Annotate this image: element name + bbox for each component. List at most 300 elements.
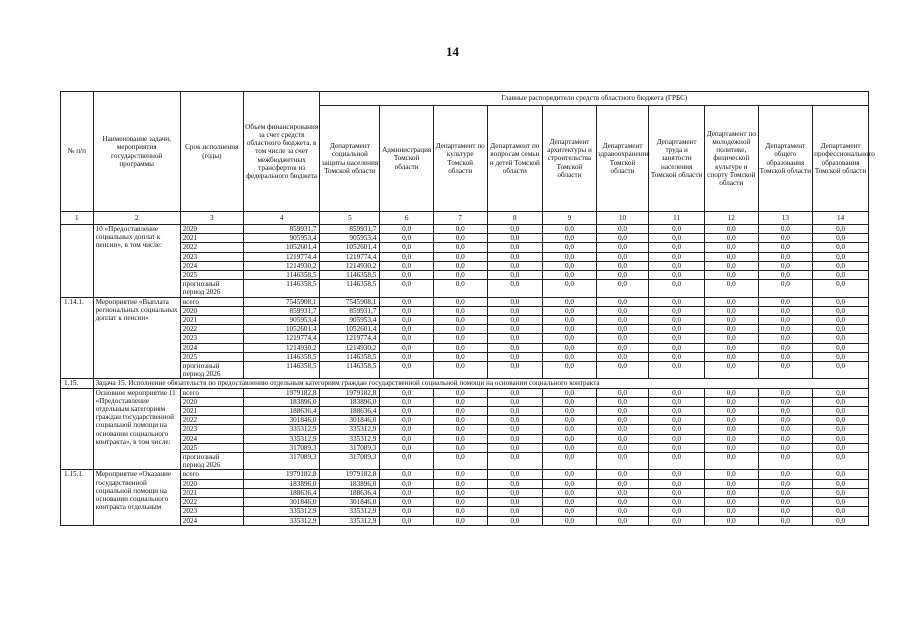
row-name: Основное мероприятие 11 «Предоставление отдельным категориям граждан государственной социальной помощи на основании социального контракта», в том числе: (93, 388, 180, 470)
header-grbs-8: Департамент по молодежной политике, физической культуре и спорту Томской области (704, 106, 758, 212)
row-zero-value: 0,0 (543, 271, 597, 280)
row-zero-value: 0,0 (704, 397, 758, 406)
row-zero-value: 0,0 (649, 470, 705, 479)
header-period: Срок исполнения (годы) (180, 92, 243, 212)
row-zero-value: 0,0 (433, 225, 487, 234)
row-volume: 1219774,4 (243, 252, 320, 261)
table-row (61, 388, 869, 397)
row-period: прогнозный период 2026 (180, 280, 243, 297)
row-zero-value: 0,0 (813, 470, 869, 479)
table-row (61, 243, 869, 252)
row-volume: 335312,9 (243, 507, 320, 516)
row-zero-value: 0,0 (487, 434, 543, 443)
header-grbs-4: Департамент по вопросам семьи и детей Томской области (487, 106, 543, 212)
row-period: 2023 (180, 507, 243, 516)
row-period: 2024 (180, 261, 243, 270)
row-number: 1.15.1. (61, 470, 94, 525)
row-zero-value: 0,0 (433, 498, 487, 507)
row-zero-value: 0,0 (543, 225, 597, 234)
row-zero-value: 0,0 (596, 453, 649, 470)
row-period: 2025 (180, 443, 243, 452)
row-zero-value: 0,0 (543, 243, 597, 252)
row-period: 2020 (180, 306, 243, 315)
row-volume: 188636,4 (243, 488, 320, 497)
row-zero-value: 0,0 (543, 453, 597, 470)
row-zero-value: 0,0 (758, 261, 813, 270)
row-volume: 1052601,4 (243, 325, 320, 334)
row-grbs-social: 317089,3 (320, 453, 380, 470)
row-zero-value: 0,0 (596, 479, 649, 488)
row-zero-value: 0,0 (380, 343, 434, 352)
row-zero-value: 0,0 (380, 306, 434, 315)
table-row (61, 498, 869, 507)
row-zero-value: 0,0 (487, 243, 543, 252)
row-zero-value: 0,0 (487, 453, 543, 470)
row-volume: 7545908,1 (243, 297, 320, 306)
row-zero-value: 0,0 (758, 271, 813, 280)
row-volume: 1146358,5 (243, 271, 320, 280)
row-volume: 1146358,5 (243, 352, 320, 361)
row-period: 2021 (180, 407, 243, 416)
row-grbs-social: 335312,9 (320, 507, 380, 516)
row-zero-value: 0,0 (596, 252, 649, 261)
row-zero-value: 0,0 (813, 252, 869, 261)
row-zero-value: 0,0 (758, 225, 813, 234)
row-zero-value: 0,0 (704, 334, 758, 343)
row-volume: 301846,0 (243, 416, 320, 425)
row-zero-value: 0,0 (543, 488, 597, 497)
row-zero-value: 0,0 (704, 362, 758, 379)
financing-table (60, 91, 875, 526)
column-number: 4 (243, 212, 320, 225)
row-grbs-social: 1052601,4 (320, 243, 380, 252)
column-number-row (61, 212, 869, 225)
row-volume: 301846,0 (243, 498, 320, 507)
column-number: 10 (596, 212, 649, 225)
row-grbs-social: 1219774,4 (320, 252, 380, 261)
row-grbs-social: 859931,7 (320, 306, 380, 315)
row-zero-value: 0,0 (543, 407, 597, 416)
row-period: 2021 (180, 488, 243, 497)
row-zero-value: 0,0 (813, 243, 869, 252)
table-row (61, 297, 869, 306)
row-zero-value: 0,0 (813, 498, 869, 507)
row-zero-value: 0,0 (596, 325, 649, 334)
table-row (61, 316, 869, 325)
row-zero-value: 0,0 (380, 297, 434, 306)
column-number: 12 (704, 212, 758, 225)
row-zero-value: 0,0 (649, 416, 705, 425)
row-zero-value: 0,0 (380, 261, 434, 270)
column-number: 8 (487, 212, 543, 225)
row-zero-value: 0,0 (487, 352, 543, 361)
row-grbs-social: 1219774,4 (320, 334, 380, 343)
row-zero-value: 0,0 (704, 479, 758, 488)
column-number: 13 (758, 212, 813, 225)
row-zero-value: 0,0 (596, 388, 649, 397)
row-zero-value: 0,0 (380, 352, 434, 361)
row-zero-value: 0,0 (813, 316, 869, 325)
row-zero-value: 0,0 (704, 453, 758, 470)
row-zero-value: 0,0 (813, 306, 869, 315)
row-grbs-social: 1052601,4 (320, 325, 380, 334)
row-zero-value: 0,0 (704, 252, 758, 261)
row-zero-value: 0,0 (758, 434, 813, 443)
row-zero-value: 0,0 (543, 434, 597, 443)
column-number: 9 (543, 212, 597, 225)
row-grbs-social: 1214930,2 (320, 343, 380, 352)
row-zero-value: 0,0 (596, 297, 649, 306)
row-zero-value: 0,0 (704, 243, 758, 252)
row-zero-value: 0,0 (596, 498, 649, 507)
row-volume: 335312,9 (243, 434, 320, 443)
row-zero-value: 0,0 (758, 325, 813, 334)
row-zero-value: 0,0 (433, 488, 487, 497)
row-period: 2022 (180, 498, 243, 507)
row-number (61, 388, 94, 470)
row-zero-value: 0,0 (596, 225, 649, 234)
column-number: 5 (320, 212, 380, 225)
row-zero-value: 0,0 (380, 516, 434, 525)
row-grbs-social: 183896,0 (320, 397, 380, 406)
row-grbs-social: 1146358,5 (320, 280, 380, 297)
row-zero-value: 0,0 (813, 297, 869, 306)
row-zero-value: 0,0 (758, 416, 813, 425)
row-zero-value: 0,0 (649, 334, 705, 343)
row-zero-value: 0,0 (704, 498, 758, 507)
row-zero-value: 0,0 (704, 443, 758, 452)
row-zero-value: 0,0 (380, 388, 434, 397)
row-volume: 1979182,8 (243, 470, 320, 479)
row-grbs-social: 317089,3 (320, 443, 380, 452)
row-zero-value: 0,0 (487, 488, 543, 497)
row-zero-value: 0,0 (704, 470, 758, 479)
row-zero-value: 0,0 (543, 306, 597, 315)
row-zero-value: 0,0 (433, 252, 487, 261)
row-zero-value: 0,0 (813, 280, 869, 297)
row-volume: 1214930,2 (243, 261, 320, 270)
row-zero-value: 0,0 (380, 362, 434, 379)
row-period: всего (180, 297, 243, 306)
table-row (61, 443, 869, 452)
row-zero-value: 0,0 (543, 234, 597, 243)
row-zero-value: 0,0 (380, 470, 434, 479)
row-zero-value: 0,0 (813, 325, 869, 334)
row-grbs-social: 335312,9 (320, 434, 380, 443)
row-zero-value: 0,0 (813, 261, 869, 270)
row-zero-value: 0,0 (380, 252, 434, 261)
row-zero-value: 0,0 (704, 516, 758, 525)
row-zero-value: 0,0 (758, 488, 813, 497)
row-zero-value: 0,0 (758, 388, 813, 397)
row-zero-value: 0,0 (543, 470, 597, 479)
table-row (61, 416, 869, 425)
row-volume: 183896,0 (243, 397, 320, 406)
row-zero-value: 0,0 (543, 325, 597, 334)
row-zero-value: 0,0 (813, 516, 869, 525)
row-zero-value: 0,0 (596, 362, 649, 379)
row-zero-value: 0,0 (596, 425, 649, 434)
row-zero-value: 0,0 (433, 507, 487, 516)
row-zero-value: 0,0 (433, 334, 487, 343)
row-zero-value: 0,0 (596, 334, 649, 343)
table-row (61, 225, 869, 234)
row-zero-value: 0,0 (649, 362, 705, 379)
row-period: всего (180, 388, 243, 397)
row-grbs-social: 905953,4 (320, 234, 380, 243)
row-zero-value: 0,0 (543, 280, 597, 297)
row-period: 2025 (180, 352, 243, 361)
row-zero-value: 0,0 (813, 507, 869, 516)
row-zero-value: 0,0 (487, 470, 543, 479)
row-zero-value: 0,0 (487, 516, 543, 525)
row-zero-value: 0,0 (649, 397, 705, 406)
row-zero-value: 0,0 (758, 498, 813, 507)
row-zero-value: 0,0 (487, 261, 543, 270)
row-period: 2022 (180, 243, 243, 252)
row-grbs-social: 335312,9 (320, 425, 380, 434)
row-zero-value: 0,0 (543, 498, 597, 507)
row-zero-value: 0,0 (543, 388, 597, 397)
row-zero-value: 0,0 (704, 225, 758, 234)
row-zero-value: 0,0 (758, 397, 813, 406)
header-name: Наименование задачи, мероприятия государственной программы (93, 92, 180, 212)
row-period: 2020 (180, 479, 243, 488)
table-row (61, 352, 869, 361)
header-grbs-7: Департамент труда и занятости населения Томской области (649, 106, 705, 212)
row-period: 2021 (180, 316, 243, 325)
row-zero-value: 0,0 (649, 425, 705, 434)
task-row (61, 379, 869, 388)
row-zero-value: 0,0 (649, 453, 705, 470)
row-zero-value: 0,0 (487, 280, 543, 297)
row-zero-value: 0,0 (813, 234, 869, 243)
row-zero-value: 0,0 (433, 261, 487, 270)
row-zero-value: 0,0 (487, 234, 543, 243)
row-zero-value: 0,0 (704, 297, 758, 306)
row-zero-value: 0,0 (649, 234, 705, 243)
header-grbs-1: Департамент социальной защиты населения Томской области (320, 106, 380, 212)
row-zero-value: 0,0 (433, 271, 487, 280)
row-zero-value: 0,0 (380, 271, 434, 280)
row-zero-value: 0,0 (433, 343, 487, 352)
row-number: 1.14.1. (61, 297, 94, 379)
table-row (61, 507, 869, 516)
row-zero-value: 0,0 (758, 306, 813, 315)
table-row (61, 453, 869, 470)
row-zero-value: 0,0 (433, 388, 487, 397)
row-zero-value: 0,0 (433, 234, 487, 243)
row-period: 2020 (180, 225, 243, 234)
row-volume: 1979182,8 (243, 388, 320, 397)
row-zero-value: 0,0 (649, 252, 705, 261)
row-zero-value: 0,0 (758, 334, 813, 343)
row-zero-value: 0,0 (704, 352, 758, 361)
row-zero-value: 0,0 (543, 362, 597, 379)
table-row (61, 234, 869, 243)
row-zero-value: 0,0 (380, 488, 434, 497)
row-zero-value: 0,0 (758, 297, 813, 306)
row-zero-value: 0,0 (813, 362, 869, 379)
column-number: 2 (93, 212, 180, 225)
column-number: 1 (61, 212, 94, 225)
row-zero-value: 0,0 (543, 352, 597, 361)
row-zero-value: 0,0 (649, 343, 705, 352)
row-zero-value: 0,0 (543, 343, 597, 352)
row-zero-value: 0,0 (813, 407, 869, 416)
row-zero-value: 0,0 (704, 325, 758, 334)
row-zero-value: 0,0 (813, 225, 869, 234)
header-grbs-10: Департамент профессионального образования Томской области (813, 106, 869, 212)
row-zero-value: 0,0 (433, 306, 487, 315)
row-zero-value: 0,0 (433, 479, 487, 488)
row-zero-value: 0,0 (543, 334, 597, 343)
row-zero-value: 0,0 (649, 261, 705, 270)
row-zero-value: 0,0 (596, 407, 649, 416)
row-volume: 1146358,5 (243, 280, 320, 297)
row-zero-value: 0,0 (704, 280, 758, 297)
row-period: 2020 (180, 397, 243, 406)
row-zero-value: 0,0 (487, 271, 543, 280)
row-grbs-social: 188636,4 (320, 488, 380, 497)
row-zero-value: 0,0 (649, 498, 705, 507)
row-volume: 317089,3 (243, 453, 320, 470)
row-zero-value: 0,0 (487, 343, 543, 352)
row-zero-value: 0,0 (380, 498, 434, 507)
row-zero-value: 0,0 (758, 280, 813, 297)
row-zero-value: 0,0 (596, 470, 649, 479)
row-zero-value: 0,0 (649, 407, 705, 416)
row-zero-value: 0,0 (433, 316, 487, 325)
row-zero-value: 0,0 (813, 397, 869, 406)
table-row (61, 516, 869, 525)
row-zero-value: 0,0 (433, 453, 487, 470)
table-row (61, 306, 869, 315)
row-zero-value: 0,0 (758, 507, 813, 516)
row-zero-value: 0,0 (543, 261, 597, 270)
table-row (61, 488, 869, 497)
row-period: 2022 (180, 325, 243, 334)
row-zero-value: 0,0 (543, 479, 597, 488)
table-row (61, 397, 869, 406)
table-row (61, 280, 869, 297)
row-period: прогнозный период 2026 (180, 453, 243, 470)
row-zero-value: 0,0 (596, 306, 649, 315)
row-name: Мероприятие «Оказание государственной социальной помощи на основании социального контракта отдельным (93, 470, 180, 525)
row-period: 2023 (180, 334, 243, 343)
row-zero-value: 0,0 (758, 352, 813, 361)
row-period: 2025 (180, 271, 243, 280)
row-zero-value: 0,0 (487, 225, 543, 234)
row-zero-value: 0,0 (487, 425, 543, 434)
row-zero-value: 0,0 (433, 325, 487, 334)
row-zero-value: 0,0 (433, 425, 487, 434)
row-zero-value: 0,0 (596, 316, 649, 325)
row-zero-value: 0,0 (487, 316, 543, 325)
row-zero-value: 0,0 (380, 479, 434, 488)
row-zero-value: 0,0 (649, 280, 705, 297)
row-zero-value: 0,0 (433, 434, 487, 443)
row-zero-value: 0,0 (704, 407, 758, 416)
row-volume: 859931,7 (243, 306, 320, 315)
page-number: 14 (446, 44, 459, 59)
row-zero-value: 0,0 (704, 234, 758, 243)
task-text: Задача 15. Исполнение обязательств по предоставлению отдельным категориям граждан государственной социальной помощи на основании социального контракта (93, 379, 868, 388)
row-zero-value: 0,0 (704, 507, 758, 516)
row-zero-value: 0,0 (596, 261, 649, 270)
row-zero-value: 0,0 (433, 397, 487, 406)
row-zero-value: 0,0 (543, 516, 597, 525)
column-number: 14 (813, 212, 869, 225)
row-zero-value: 0,0 (704, 343, 758, 352)
row-zero-value: 0,0 (380, 316, 434, 325)
row-zero-value: 0,0 (433, 362, 487, 379)
row-zero-value: 0,0 (380, 416, 434, 425)
row-period: всего (180, 470, 243, 479)
row-zero-value: 0,0 (380, 234, 434, 243)
column-number: 3 (180, 212, 243, 225)
row-zero-value: 0,0 (649, 443, 705, 452)
row-zero-value: 0,0 (813, 352, 869, 361)
row-zero-value: 0,0 (543, 443, 597, 452)
row-zero-value: 0,0 (649, 507, 705, 516)
row-volume: 1052601,4 (243, 243, 320, 252)
row-zero-value: 0,0 (649, 271, 705, 280)
row-grbs-social: 1979182,8 (320, 388, 380, 397)
row-zero-value: 0,0 (758, 407, 813, 416)
row-zero-value: 0,0 (487, 498, 543, 507)
table-row (61, 470, 869, 479)
row-zero-value: 0,0 (596, 507, 649, 516)
row-zero-value: 0,0 (649, 243, 705, 252)
row-zero-value: 0,0 (487, 397, 543, 406)
row-zero-value: 0,0 (487, 507, 543, 516)
row-zero-value: 0,0 (704, 306, 758, 315)
column-number: 7 (433, 212, 487, 225)
row-period: 2024 (180, 343, 243, 352)
row-zero-value: 0,0 (543, 507, 597, 516)
row-grbs-social: 301846,0 (320, 416, 380, 425)
row-zero-value: 0,0 (543, 297, 597, 306)
row-zero-value: 0,0 (649, 297, 705, 306)
row-zero-value: 0,0 (758, 453, 813, 470)
row-zero-value: 0,0 (433, 297, 487, 306)
row-zero-value: 0,0 (758, 243, 813, 252)
row-zero-value: 0,0 (380, 407, 434, 416)
header-grbs-6: Департамент здравоохранения Томской области (596, 106, 649, 212)
header-volume: Объем финансирования за счет средств областного бюджета, в том числе за счет межбюджетных трансфертов из федерального бюджета (243, 92, 320, 212)
row-zero-value: 0,0 (758, 425, 813, 434)
row-zero-value: 0,0 (380, 507, 434, 516)
row-zero-value: 0,0 (487, 334, 543, 343)
row-zero-value: 0,0 (380, 443, 434, 452)
row-zero-value: 0,0 (380, 334, 434, 343)
table-row (61, 407, 869, 416)
row-zero-value: 0,0 (649, 388, 705, 397)
row-volume: 335312,9 (243, 516, 320, 525)
row-zero-value: 0,0 (433, 243, 487, 252)
row-grbs-social: 905953,4 (320, 316, 380, 325)
column-number: 11 (649, 212, 705, 225)
row-zero-value: 0,0 (758, 516, 813, 525)
row-grbs-social: 1979182,8 (320, 470, 380, 479)
row-grbs-social: 859931,7 (320, 225, 380, 234)
row-volume: 183896,0 (243, 479, 320, 488)
table-row (61, 434, 869, 443)
row-zero-value: 0,0 (813, 334, 869, 343)
row-volume: 335312,9 (243, 425, 320, 434)
table-row (61, 362, 869, 379)
